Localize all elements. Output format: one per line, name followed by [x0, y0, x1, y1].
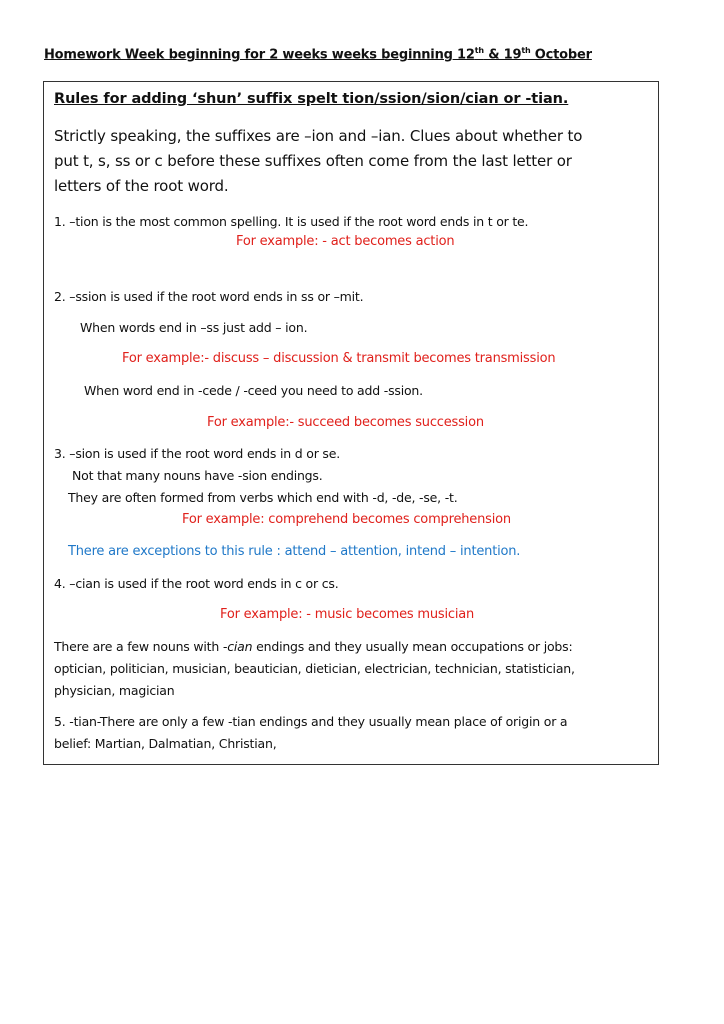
rule-3-example: For example: comprehend becomes comprehension	[182, 512, 511, 527]
rule-2-sub-2: When word end in -cede / -ceed you need to add -ssion.	[84, 383, 423, 398]
rule-4-text: 4. –cian is used if the root word ends in c or cs.	[54, 576, 339, 591]
intro-line-3: letters of the root word.	[54, 177, 229, 195]
rule-2-sub-1: When words end in –ss just add – ion.	[80, 320, 308, 335]
nouns-line-1: There are a few nouns with -cian endings and they usually mean occupations or jobs:	[54, 639, 573, 654]
rule-2-example-2: For example:- succeed becomes succession	[207, 415, 484, 430]
nouns-line-2: optician, politician, musician, beautician, dietician, electrician, technician, statistician,	[54, 661, 575, 676]
rules-title: Rules for adding ‘shun’ suffix spelt tion/ssion/sion/cian or -tian.	[54, 91, 569, 107]
nouns-line-3: physician, magician	[54, 683, 175, 698]
rule-2-example-1: For example:- discuss – discussion & transmit becomes transmission	[122, 351, 556, 366]
rules-box	[43, 81, 659, 765]
intro-line-2: put t, s, ss or c before these suffixes often come from the last letter or	[54, 152, 572, 170]
page-heading: Homework Week beginning for 2 weeks weeks beginning 12th & 19th October	[44, 46, 592, 63]
rule-1-text: 1. –tion is the most common spelling. It is used if the root word ends in t or te.	[54, 214, 529, 229]
rule-4-example: For example: - music becomes musician	[220, 607, 475, 622]
rule-3-text: 3. –sion is used if the root word ends in d or se.	[54, 446, 340, 461]
intro-line-1: Strictly speaking, the suffixes are –ion and –ian. Clues about whether to	[54, 127, 583, 145]
rule-3-sub-1: Not that many nouns have -sion endings.	[72, 468, 323, 483]
rule-5-line-2: belief: Martian, Dalmatian, Christian,	[54, 736, 277, 751]
rule-1-example: For example: - act becomes action	[236, 234, 455, 249]
rule-2-text: 2. –ssion is used if the root word ends in ss or –mit.	[54, 289, 364, 304]
rule-5-line-1: 5. -tian-There are only a few -tian endings and they usually mean place of origin or a	[54, 714, 568, 729]
rule-3-exceptions: There are exceptions to this rule : attend – attention, intend – intention.	[68, 544, 521, 559]
rule-3-sub-2: They are often formed from verbs which end with -d, -de, -se, -t.	[68, 490, 458, 505]
